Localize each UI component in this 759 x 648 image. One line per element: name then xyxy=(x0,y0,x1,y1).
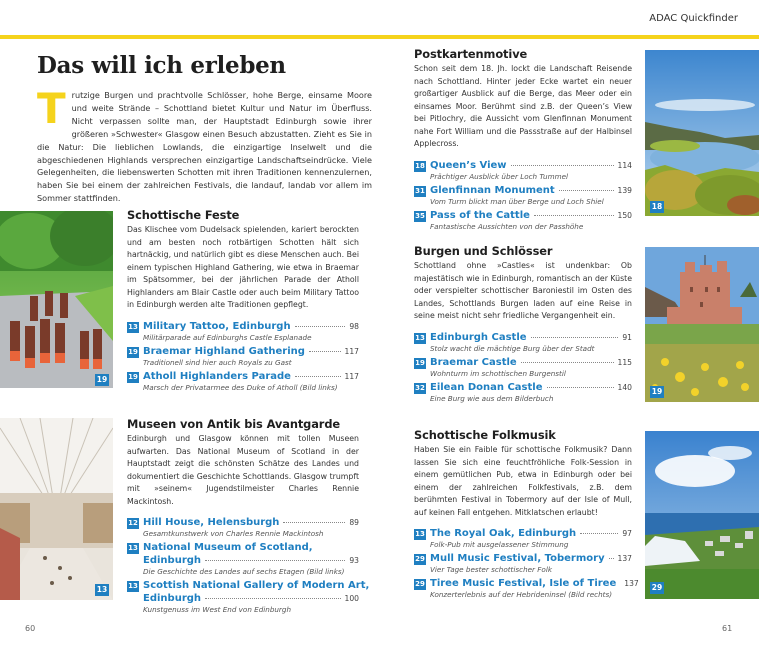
section-body: Haben Sie ein Faible für schottische Folkmusik? Dann lassen Sie sich eine feuchtfröhliche Folk-Session in einem gemütlichen Pub, etwa in Edinburgh oder bei einem der zahlreichen Folkfestivals, z.B. dem berühmten Festival in Tobermory auf der Isle of Mull, auf keinen Fall entgehen. Mitklatschen erlaubt! xyxy=(414,445,632,517)
location-badge: 13 xyxy=(128,544,138,552)
entry-link[interactable]: National Museum of Scotland, xyxy=(143,542,313,553)
section-body: Schottland ohne »Castles« ist undenkbar: Ob majestätisch wie in Edinburgh, romantisch an der Küste oder verspielter schottischer Baroniestil im Osten des Landes, Schottlands Burgen laden auf eine Reise in seine meist nicht sehr friedliche Vergangenheit ein. xyxy=(414,261,632,320)
location-badge: 13 xyxy=(128,582,138,590)
leader-dots xyxy=(531,337,619,338)
entry-description: Folk-Pub mit ausgelassener Stimmung xyxy=(430,540,569,549)
entry-description: Fantastische Aussichten von der Passhöhe xyxy=(430,221,584,231)
entry-description: Militärparade auf Edinburghs Castle Esplanade xyxy=(143,332,312,342)
section-body: Edinburgh und Glasgow können mit tollen Museen aufwarten. Das National Museum of Scotland in der Hauptstadt zeigt die schönsten Schätze des Landes und dokumentiert die Geschichte Schottlands. Glasgow trumpft mit »seinem« Jugendstilmeister Charles Rennie Mackintosh. xyxy=(127,434,359,506)
page-ref: 115 xyxy=(617,357,632,367)
entry-braemar-castle[interactable] xyxy=(414,356,632,379)
leader-dots xyxy=(511,165,614,166)
entry-list xyxy=(414,331,632,404)
entry-pass-of-cattle[interactable] xyxy=(414,209,632,232)
entry-description: Gesamtkunstwerk von Charles Rennie Mackintosh xyxy=(143,529,324,538)
page-ref: 97 xyxy=(622,529,632,538)
page-ref: 117 xyxy=(344,346,359,356)
entry-description: Wohnturm im schottischen Burgenstil xyxy=(430,368,566,378)
section-heading: Schottische Folkmusik xyxy=(414,428,556,442)
festival-illustration xyxy=(645,431,759,599)
location-badge: 13 xyxy=(415,333,425,342)
entry-link[interactable]: Braemar Castle xyxy=(430,356,517,368)
entry-link-continued[interactable]: Edinburgh xyxy=(143,555,202,566)
photo-badge: 18 xyxy=(651,202,663,211)
entry-eilean-donan[interactable] xyxy=(414,381,632,404)
entry-link[interactable]: Braemar Highland Gathering xyxy=(143,345,305,357)
page-title: Das will ich erleben xyxy=(37,52,286,79)
location-badge: 13 xyxy=(128,322,138,331)
entry-national-museum[interactable] xyxy=(127,541,359,577)
leader-dots xyxy=(205,598,340,599)
photo-badge: 29 xyxy=(651,583,663,592)
entry-queens-view[interactable] xyxy=(414,159,632,182)
page-ref: 98 xyxy=(349,321,359,331)
location-badge: 12 xyxy=(128,519,138,527)
section-museen xyxy=(127,417,370,617)
page-number-right: 61 xyxy=(722,624,733,633)
entry-link[interactable]: Edinburgh Castle xyxy=(430,331,527,343)
entry-modern-art-gallery[interactable] xyxy=(127,579,370,615)
page-ref: 91 xyxy=(622,332,632,342)
leader-dots xyxy=(609,558,614,559)
leader-dots xyxy=(205,560,345,561)
entry-link[interactable]: Scottish National Gallery of Modern Art, xyxy=(143,580,370,591)
section-body: Schon seit dem 18. Jh. lockt die Landschaft Reisende nach Schottland. Hinter jeder Ecke wartet ein neuer großartiger Ausblick auf die Berge, das Meer oder ein einsames Moor. Berühmt sind z.B. der Queen’s View bei Pitlochry, die Aussicht vom Glenfinnan Monument nahe Fort William und die Passstraße auf der Halbinsel Applecross. xyxy=(414,64,632,148)
entry-link[interactable]: Military Tattoo, Edinburgh xyxy=(143,320,291,332)
loch-illustration xyxy=(645,50,759,216)
section-heading: Schottische Feste xyxy=(127,208,240,222)
leader-dots xyxy=(547,387,614,388)
location-badge: 29 xyxy=(415,580,425,588)
entry-list xyxy=(414,527,639,600)
section-body: Das Klischee vom Dudelsack spielenden, kariert berockten und am besten noch rotbärtigen Schotten hält sich hartnäckig, und natürlich gibt es diese Menschen auch. Bei einem typischen Highland Gathering, wie etwa in Braemar im Spätsommer, bei der jährlichen Parade der Atholl Highlanders am Blair Castle oder auch beim Military Tattoo in Edinburgh werden alte Traditionen gepflegt. xyxy=(127,225,359,309)
entry-braemar-gathering[interactable] xyxy=(127,345,359,368)
entry-glenfinnan[interactable] xyxy=(414,184,632,207)
entry-list xyxy=(127,516,370,615)
entry-link[interactable]: Pass of the Cattle xyxy=(430,209,530,221)
entry-description: Stolz wacht die mächtige Burg über der Stadt xyxy=(430,343,595,353)
page-ref: 139 xyxy=(617,185,632,195)
entry-link[interactable]: Queen’s View xyxy=(430,159,507,171)
location-badge: 19 xyxy=(128,372,138,381)
leader-dots xyxy=(534,215,614,216)
section-burgen xyxy=(414,244,632,406)
leader-dots xyxy=(309,351,341,352)
page-number-left: 60 xyxy=(25,624,36,633)
location-badge: 35 xyxy=(415,211,425,220)
dropcap: T xyxy=(37,84,66,133)
entry-description: Traditionell sind hier auch Royals zu Gast xyxy=(143,357,292,367)
page-ref: 140 xyxy=(617,382,632,392)
entry-description: Prächtiger Ausblick über Loch Tummel xyxy=(430,171,569,181)
photo-festival xyxy=(645,431,759,599)
section-schottische-feste xyxy=(127,208,359,395)
page-ref: 89 xyxy=(349,518,359,527)
leader-dots xyxy=(521,362,614,363)
location-badge: 19 xyxy=(128,347,138,356)
section-heading: Burgen und Schlösser xyxy=(414,244,553,258)
entry-link[interactable]: Tiree Music Festival, Isle of Tiree xyxy=(430,578,617,589)
location-badge: 18 xyxy=(415,161,425,170)
section-heading: Museen von Antik bis Avantgarde xyxy=(127,417,341,431)
section-heading: Postkartenmotive xyxy=(414,47,528,61)
leader-dots xyxy=(295,376,341,377)
entry-description: Die Geschichte des Landes auf sechs Etagen (Bild links) xyxy=(143,567,345,576)
entry-link-continued[interactable]: Edinburgh xyxy=(143,593,202,604)
entry-atholl-parade[interactable] xyxy=(127,370,359,393)
location-badge: 13 xyxy=(415,530,425,538)
entry-list xyxy=(414,159,632,232)
location-badge: 19 xyxy=(415,358,425,367)
leader-dots xyxy=(559,190,614,191)
page-ref: 137 xyxy=(617,554,632,563)
intro-text: rutzige Burgen und prachtvolle Schlösser, hohe Berge, einsame Moore und weite Strände – Schottland bietet Kultur und Natur im Überfluss. Nicht verpassen sollte man, der Hauptstadt Edinburgh sowie ihrer größeren »Schwester« Glasgow einen Besuch abzustatten. Zieht es Sie in die Natur: Die lieblichen Lowlands, die einzigartige Inselwelt und die abgeschiedenen Highlands versprechen einzigartige Landschaftseindrücke. Viele Gelegenheiten, die liebenswerten Schotten mit ihren Traditionen kennenzulernen, haben Sie bei einem der zahlreichen Festivals, die landauf, landab vor allem im Sommer stattfinden. xyxy=(37,90,372,204)
page-ref: 93 xyxy=(349,556,359,565)
castle-illustration xyxy=(645,247,759,402)
page-ref: 117 xyxy=(344,371,359,381)
location-badge: 32 xyxy=(415,383,425,392)
header-rule xyxy=(0,35,759,39)
entry-description: Eine Burg wie aus dem Bilderbuch xyxy=(430,393,554,403)
pipe-band-illustration xyxy=(0,211,113,388)
entry-royal-oak[interactable] xyxy=(414,527,632,550)
intro-paragraph xyxy=(37,84,372,205)
photo-loch-view xyxy=(645,50,759,216)
page-ref: 100 xyxy=(344,594,359,603)
location-badge: 29 xyxy=(415,555,425,563)
location-badge: 31 xyxy=(415,186,425,195)
entry-link[interactable]: Mull Music Festival, Tobermory xyxy=(430,553,605,564)
section-folkmusik xyxy=(414,428,639,602)
entry-link[interactable]: Atholl Highlanders Parade xyxy=(143,370,291,382)
running-header: ADAC Quickfinder xyxy=(649,13,738,24)
photo-badge: 19 xyxy=(96,375,108,384)
leader-dots xyxy=(283,522,345,523)
entry-description: Marsch der Privatarmee des Duke of Atholl (Bild links) xyxy=(143,382,338,392)
entry-military-tattoo[interactable] xyxy=(127,320,359,343)
entry-hill-house[interactable] xyxy=(127,516,359,539)
entry-description: Vom Turm blickt man über Berge und Loch Shiel xyxy=(430,196,604,206)
entry-description: Kunstgenuss im West End von Edinburgh xyxy=(143,605,292,614)
photo-museum xyxy=(0,418,113,600)
page-ref: 137 xyxy=(624,579,639,588)
entry-tiree-festival[interactable] xyxy=(414,577,639,600)
entry-edinburgh-castle[interactable] xyxy=(414,331,632,354)
leader-dots xyxy=(295,326,346,327)
entry-link[interactable]: Glenfinnan Monument xyxy=(430,184,555,196)
photo-pipe-band xyxy=(0,211,113,388)
entry-link[interactable]: The Royal Oak, Edinburgh xyxy=(430,528,577,539)
museum-illustration xyxy=(0,418,113,600)
entry-mull-festival[interactable] xyxy=(414,552,632,575)
entry-link[interactable]: Eilean Donan Castle xyxy=(430,381,543,393)
photo-castle xyxy=(645,247,759,402)
page-ref: 114 xyxy=(617,160,632,170)
entry-description: Vier Tage bester schottischer Folk xyxy=(430,565,552,574)
section-postkartenmotive xyxy=(414,47,632,234)
entry-link[interactable]: Hill House, Helensburgh xyxy=(143,517,280,528)
leader-dots xyxy=(580,533,618,534)
photo-badge: 13 xyxy=(96,585,108,594)
entry-description: Konzerterlebnis auf der Hebrideninsel (Bild rechts) xyxy=(430,590,613,599)
entry-list xyxy=(127,320,359,393)
page-ref: 150 xyxy=(617,210,632,220)
photo-badge: 19 xyxy=(651,387,663,396)
